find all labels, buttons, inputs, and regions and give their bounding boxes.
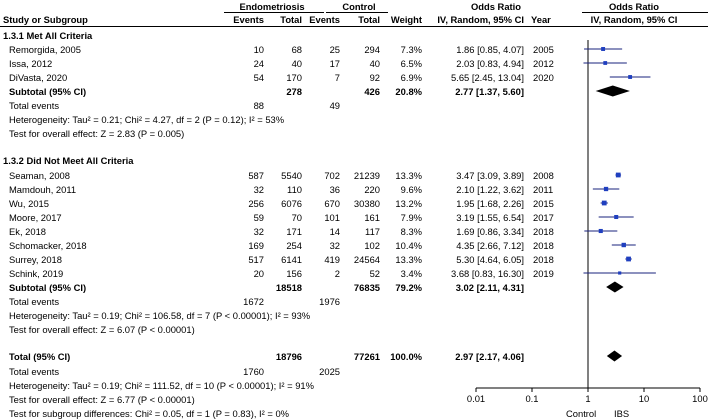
year: 2012 bbox=[533, 58, 554, 69]
subtotal-total-c: 426 bbox=[364, 86, 380, 97]
events-c: 32 bbox=[329, 240, 340, 251]
weight: 8.3% bbox=[400, 226, 422, 237]
odds-ratio-ci: 3.19 [1.55, 6.54] bbox=[456, 212, 524, 223]
study-marker bbox=[618, 271, 621, 274]
events-e: 256 bbox=[248, 198, 264, 209]
pooled-diamond bbox=[606, 282, 623, 293]
pooled-diamond bbox=[607, 351, 622, 362]
events-e: 10 bbox=[253, 44, 264, 55]
odds-ratio-ci: 5.65 [2.45, 13.04] bbox=[451, 72, 524, 83]
year: 2018 bbox=[533, 240, 554, 251]
events-c: 670 bbox=[324, 198, 340, 209]
total-e: 110 bbox=[287, 184, 302, 195]
events-e: 20 bbox=[253, 268, 264, 279]
total-events-label: Total events bbox=[9, 100, 60, 111]
events-e: 24 bbox=[253, 58, 264, 69]
odds-ratio-ci: 2.10 [1.22, 3.62] bbox=[456, 184, 524, 195]
year: 2018 bbox=[533, 226, 554, 237]
favours-left-label: Control bbox=[566, 408, 597, 419]
favours-right-label: IBS bbox=[614, 408, 630, 419]
events-e: 587 bbox=[248, 170, 264, 181]
odds-ratio-ci: 5.30 [4.64, 6.05] bbox=[456, 254, 524, 265]
study-marker bbox=[626, 257, 631, 262]
subtotal-ci: 3.02 [2.11, 4.31] bbox=[455, 282, 524, 293]
events-e: 54 bbox=[253, 72, 264, 83]
grand-total-weight: 100.0% bbox=[390, 351, 422, 362]
col-method: IV, Random, 95% CI bbox=[437, 14, 524, 25]
total-e: 6076 bbox=[281, 198, 302, 209]
year: 2015 bbox=[533, 198, 554, 209]
events-c: 2 bbox=[334, 268, 340, 279]
odds-ratio-header: Odds Ratio bbox=[470, 1, 521, 12]
total-e: 68 bbox=[291, 44, 302, 55]
study-name: Surrey, 2018 bbox=[9, 254, 62, 265]
study-name: Moore, 2017 bbox=[9, 212, 62, 223]
weight: 6.9% bbox=[400, 72, 422, 83]
study-name: Schink, 2019 bbox=[9, 268, 64, 279]
total-c: 102 bbox=[364, 240, 380, 251]
events-e: 32 bbox=[253, 184, 264, 195]
total-c: 40 bbox=[369, 58, 380, 69]
total-c: 220 bbox=[364, 184, 380, 195]
total-events-c: 49 bbox=[329, 100, 340, 111]
subtotal-total-e: 278 bbox=[286, 86, 302, 97]
study-marker bbox=[602, 201, 607, 206]
year: 2008 bbox=[533, 170, 554, 181]
subtotal-weight: 20.8% bbox=[395, 86, 422, 97]
subtotal-ci: 2.77 [1.37, 5.60] bbox=[455, 86, 524, 97]
x-tick-label: 10 bbox=[638, 393, 650, 404]
total-e: 156 bbox=[286, 268, 302, 279]
year: 2018 bbox=[533, 254, 554, 265]
total-e: 40 bbox=[291, 58, 302, 69]
weight: 6.5% bbox=[400, 58, 422, 69]
heterogeneity-text: Heterogeneity: Tau² = 0.19; Chi² = 106.58, df = 7 (P < 0.00001); I² = 93% bbox=[9, 310, 311, 321]
study-marker bbox=[616, 173, 621, 178]
total-c: 294 bbox=[364, 44, 380, 55]
weight: 3.4% bbox=[400, 268, 422, 279]
weight: 7.9% bbox=[400, 212, 422, 223]
year: 2019 bbox=[533, 268, 554, 279]
events-c: 36 bbox=[329, 184, 340, 195]
grand-events-c: 2025 bbox=[319, 366, 340, 377]
x-tick-label: 0.1 bbox=[525, 393, 539, 404]
study-name: Mamdouh, 2011 bbox=[9, 184, 77, 195]
col-year: Year bbox=[531, 14, 551, 25]
grand-events-e: 1760 bbox=[243, 366, 264, 377]
col-events-e: Events bbox=[233, 14, 264, 25]
total-e: 6141 bbox=[281, 254, 302, 265]
subtotal-label: Subtotal (95% CI) bbox=[9, 282, 87, 293]
weight: 13.2% bbox=[395, 198, 422, 209]
study-name: DiVasta, 2020 bbox=[9, 72, 68, 83]
weight: 13.3% bbox=[395, 170, 422, 181]
total-e: 254 bbox=[286, 240, 302, 251]
events-c: 101 bbox=[324, 212, 340, 223]
x-tick-label: 0.01 bbox=[466, 393, 486, 404]
events-c: 14 bbox=[329, 226, 340, 237]
total-overall-effect-text: Test for overall effect: Z = 6.77 (P < 0.00001) bbox=[9, 394, 195, 405]
total-e: 5540 bbox=[281, 170, 302, 181]
overall-effect-text: Test for overall effect: Z = 6.07 (P < 0.00001) bbox=[9, 324, 195, 335]
weight: 10.4% bbox=[395, 240, 422, 251]
total-e: 170 bbox=[286, 72, 302, 83]
grand-total-e: 18796 bbox=[275, 351, 302, 362]
events-c: 702 bbox=[324, 170, 340, 181]
study-name: Remorgida, 2005 bbox=[9, 44, 81, 55]
total-heterogeneity-text: Heterogeneity: Tau² = 0.19; Chi² = 111.52, df = 10 (P < 0.00001); I² = 91% bbox=[9, 380, 314, 391]
subtotal-weight: 79.2% bbox=[395, 282, 422, 293]
study-marker bbox=[601, 47, 605, 51]
weight: 13.3% bbox=[395, 254, 422, 265]
total-label: Total (95% CI) bbox=[9, 351, 71, 362]
col-events-c: Events bbox=[309, 14, 340, 25]
total-c: 24564 bbox=[353, 254, 380, 265]
year: 2005 bbox=[533, 44, 554, 55]
events-e: 517 bbox=[248, 254, 264, 265]
odds-ratio-ci: 1.86 [0.85, 4.07] bbox=[456, 44, 524, 55]
odds-ratio-ci: 1.95 [1.68, 2.26] bbox=[456, 198, 524, 209]
study-name: Ek, 2018 bbox=[9, 226, 47, 237]
odds-ratio-ci: 2.03 [0.83, 4.94] bbox=[456, 58, 524, 69]
odds-ratio-ci: 3.68 [0.83, 16.30] bbox=[451, 268, 524, 279]
total-e: 70 bbox=[291, 212, 302, 223]
col-total-e: Total bbox=[280, 14, 302, 25]
study-name: Issa, 2012 bbox=[9, 58, 53, 69]
study-marker bbox=[604, 187, 608, 191]
year: 2020 bbox=[533, 72, 554, 83]
subtotal-label: Subtotal (95% CI) bbox=[9, 86, 87, 97]
total-c: 117 bbox=[365, 226, 380, 237]
subgroup-differences-text: Test for subgroup differences: Chi² = 0.05, df = 1 (P = 0.83), I² = 0% bbox=[9, 408, 290, 419]
x-tick-label: 1 bbox=[585, 393, 591, 404]
total-c: 161 bbox=[364, 212, 380, 223]
odds-ratio-plot-header: Odds Ratio bbox=[608, 1, 659, 12]
col-total-c: Total bbox=[358, 14, 380, 25]
year: 2011 bbox=[533, 184, 554, 195]
overall-effect-text: Test for overall effect: Z = 2.83 (P = 0.005) bbox=[9, 128, 185, 139]
year: 2017 bbox=[533, 212, 554, 223]
study-name: Wu, 2015 bbox=[9, 198, 49, 209]
col-method-plot: IV, Random, 95% CI bbox=[590, 14, 678, 25]
total-c: 30380 bbox=[353, 198, 380, 209]
grand-total-ci: 2.97 [2.17, 4.06] bbox=[455, 351, 524, 362]
events-c: 25 bbox=[329, 44, 340, 55]
odds-ratio-ci: 4.35 [2.66, 7.12] bbox=[456, 240, 524, 251]
study-marker bbox=[599, 229, 603, 233]
events-c: 7 bbox=[334, 72, 340, 83]
events-e: 32 bbox=[253, 226, 264, 237]
weight: 9.6% bbox=[400, 184, 422, 195]
subtotal-total-c: 76835 bbox=[353, 282, 380, 293]
heterogeneity-text: Heterogeneity: Tau² = 0.21; Chi² = 4.27, df = 2 (P = 0.12); I² = 53% bbox=[9, 114, 285, 125]
total-events-label: Total events bbox=[9, 296, 60, 307]
events-e: 169 bbox=[248, 240, 264, 251]
total-e: 171 bbox=[286, 226, 302, 237]
study-name: Seaman, 2008 bbox=[9, 170, 70, 181]
endometriosis-group-header: Endometriosis bbox=[239, 1, 305, 12]
control-group-header: Control bbox=[342, 1, 376, 12]
x-tick-label: 100 bbox=[692, 393, 708, 404]
study-marker bbox=[603, 61, 607, 65]
subgroup-1-title: 1.3.1 Met All Criteria bbox=[3, 30, 93, 41]
events-c: 419 bbox=[324, 254, 340, 265]
study-marker bbox=[628, 75, 632, 79]
study-marker bbox=[622, 243, 626, 247]
grand-total-c: 77261 bbox=[353, 351, 380, 362]
subtotal-total-e: 18518 bbox=[275, 282, 302, 293]
total-c: 52 bbox=[369, 268, 380, 279]
weight: 7.3% bbox=[400, 44, 422, 55]
study-name: Schomacker, 2018 bbox=[9, 240, 87, 251]
total-events-e: 1672 bbox=[243, 296, 264, 307]
subgroup-2-title: 1.3.2 Did Not Meet All Criteria bbox=[3, 155, 134, 166]
col-weight: Weight bbox=[390, 14, 422, 25]
total-c: 92 bbox=[369, 72, 380, 83]
pooled-diamond bbox=[596, 86, 630, 97]
odds-ratio-ci: 1.69 [0.86, 3.34] bbox=[456, 226, 524, 237]
total-events-c: 1976 bbox=[319, 296, 340, 307]
events-e: 59 bbox=[253, 212, 264, 223]
total-c: 21239 bbox=[353, 170, 380, 181]
col-study: Study or Subgroup bbox=[3, 14, 88, 25]
study-marker bbox=[614, 215, 618, 219]
odds-ratio-ci: 3.47 [3.09, 3.89] bbox=[456, 170, 524, 181]
total-events-e: 88 bbox=[253, 100, 264, 111]
events-c: 17 bbox=[329, 58, 340, 69]
total-events-label: Total events bbox=[9, 366, 60, 377]
